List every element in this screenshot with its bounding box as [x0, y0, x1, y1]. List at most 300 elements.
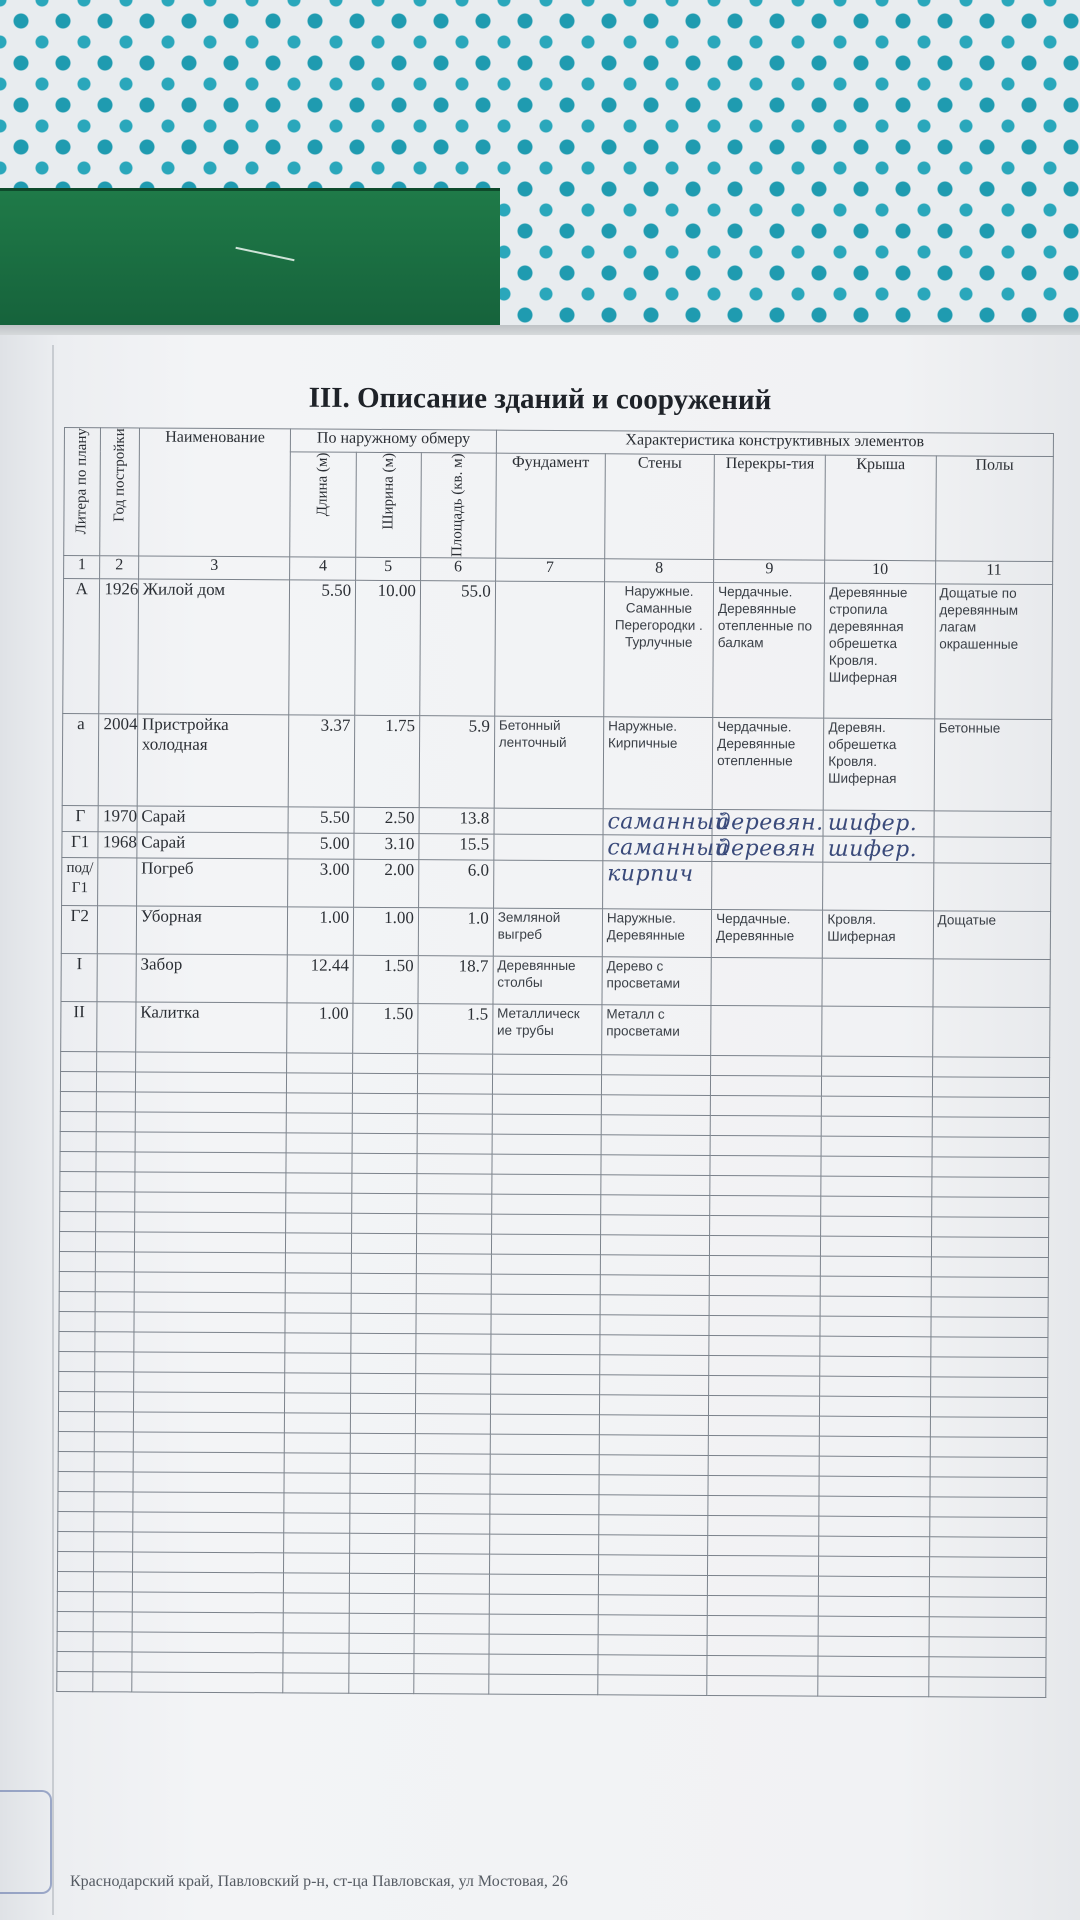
empty-cell: [820, 1356, 930, 1377]
cell-width: 1.75: [354, 715, 419, 807]
cell-name: Калитка: [135, 1002, 287, 1053]
empty-cell: [94, 1571, 133, 1591]
empty-cell: [491, 1334, 600, 1355]
empty-cell: [930, 1416, 1048, 1437]
empty-cell: [822, 1096, 932, 1117]
empty-cell: [600, 1374, 709, 1395]
cell-width: 3.10: [354, 833, 419, 859]
empty-cell: [96, 1151, 135, 1171]
cell-foundation: [494, 581, 604, 717]
empty-cell: [95, 1431, 134, 1451]
empty-cell: [929, 1516, 1047, 1537]
empty-cell: [416, 1253, 491, 1273]
empty-cell: [928, 1656, 1046, 1677]
empty-cell: [600, 1274, 709, 1295]
empty-cell: [414, 1573, 489, 1593]
empty-cell: [134, 1232, 286, 1253]
cell-width: 2.50: [354, 807, 419, 833]
page-fold: [52, 345, 54, 1915]
column-number: 9: [714, 559, 825, 583]
empty-cell: [57, 1571, 94, 1591]
cell-walls: Наружные. Кирпичные: [603, 716, 713, 809]
cell-walls-handwritten: саманный: [603, 808, 712, 835]
empty-cell: [929, 1556, 1047, 1577]
cell-area: 13.8: [419, 807, 494, 833]
empty-cell: [135, 1112, 287, 1133]
cell-walls-handwritten: саманный: [603, 834, 712, 861]
empty-cell: [708, 1435, 819, 1456]
empty-cell: [59, 1351, 96, 1371]
empty-cell: [93, 1671, 132, 1691]
empty-cell: [710, 1115, 821, 1136]
empty-cell: [818, 1616, 928, 1637]
empty-cell: [708, 1455, 819, 1476]
empty-cell: [710, 1155, 821, 1176]
cell-length: 5.50: [289, 579, 356, 714]
empty-cell: [353, 1053, 418, 1073]
empty-cell: [930, 1396, 1048, 1417]
empty-cell: [820, 1316, 930, 1337]
empty-cell: [351, 1393, 416, 1413]
empty-cell: [93, 1651, 132, 1671]
empty-cell: [94, 1551, 133, 1571]
empty-cell: [60, 1131, 97, 1151]
empty-cell: [285, 1332, 351, 1352]
empty-cell: [414, 1553, 489, 1573]
cell-name: Погреб: [136, 858, 288, 907]
empty-cell: [351, 1353, 416, 1373]
empty-cell: [710, 1195, 821, 1216]
empty-cell: [134, 1312, 286, 1333]
empty-cell: [489, 1634, 598, 1655]
header-litera-label: Литера по плану: [73, 428, 91, 535]
cell-walls: Дерево с просветами: [602, 956, 711, 1005]
empty-cell: [822, 1076, 932, 1097]
empty-cell: [351, 1333, 416, 1353]
empty-cell: [287, 1052, 353, 1072]
empty-cell: [96, 1211, 135, 1231]
cell-ceilings-handwritten: деревян.: [712, 809, 823, 836]
empty-cell: [489, 1654, 598, 1675]
empty-cell: [95, 1351, 134, 1371]
empty-cell: [707, 1655, 818, 1676]
empty-cell: [284, 1632, 350, 1652]
cell-roof: Деревянные стропила деревянная обрешетка Кровля. Шиферная: [824, 583, 935, 719]
empty-cell: [286, 1272, 352, 1292]
empty-cell: [711, 1075, 822, 1096]
cell-roof: [822, 958, 933, 1007]
empty-cell: [135, 1092, 287, 1113]
empty-cell: [351, 1373, 416, 1393]
empty-cell: [932, 1056, 1050, 1077]
empty-cell: [489, 1514, 598, 1535]
empty-cell: [490, 1414, 599, 1435]
table-row: [62, 857, 1051, 911]
empty-cell: [285, 1412, 351, 1432]
empty-cell: [93, 1631, 132, 1651]
empty-cell: [59, 1371, 96, 1391]
cell-length: 1.00: [287, 1002, 353, 1052]
empty-cell: [491, 1234, 600, 1255]
empty-cell: [416, 1353, 491, 1373]
empty-cell: [60, 1171, 97, 1191]
empty-cell: [931, 1276, 1049, 1297]
empty-cell: [820, 1436, 930, 1457]
header-walls: Стены: [605, 454, 715, 559]
cell-foundation: [493, 860, 602, 909]
header-width-label: Ширина (м): [379, 452, 397, 530]
empty-cell: [490, 1394, 599, 1415]
cell-year: 1970: [98, 805, 137, 831]
cell-foundation: Деревянные столбы: [493, 956, 602, 1005]
empty-cell: [710, 1095, 821, 1116]
empty-cell: [284, 1612, 350, 1632]
empty-cell: [930, 1336, 1048, 1357]
empty-cell: [133, 1512, 285, 1533]
cell-year: 2004: [99, 713, 138, 805]
empty-cell: [598, 1594, 707, 1615]
empty-cell: [818, 1636, 928, 1657]
empty-cell: [284, 1532, 350, 1552]
empty-cell: [708, 1535, 819, 1556]
empty-cell: [132, 1632, 284, 1653]
empty-cell: [134, 1332, 286, 1353]
header-length-label: Длина (м): [314, 452, 332, 517]
empty-cell: [351, 1413, 416, 1433]
empty-cell: [284, 1512, 350, 1532]
cell-floors: Дощатые: [933, 910, 1051, 959]
empty-cell: [285, 1312, 351, 1332]
empty-cell: [489, 1534, 598, 1555]
cell-ceilings: [711, 1005, 823, 1056]
empty-cell: [417, 1073, 492, 1093]
empty-cell: [929, 1536, 1047, 1557]
empty-cell: [94, 1531, 133, 1551]
empty-cell: [57, 1611, 94, 1631]
empty-cell: [133, 1372, 285, 1393]
empty-cell: [285, 1452, 351, 1472]
empty-cell: [601, 1074, 710, 1095]
empty-cell: [287, 1072, 353, 1092]
empty-cell: [134, 1292, 286, 1313]
empty-cell: [135, 1132, 287, 1153]
empty-cell: [97, 1051, 136, 1071]
empty-cell: [352, 1113, 417, 1133]
empty-cell: [818, 1676, 928, 1697]
empty-cell: [929, 1616, 1047, 1637]
cell-floors: [932, 1006, 1050, 1057]
empty-cell: [286, 1232, 352, 1252]
empty-cell: [598, 1654, 707, 1675]
empty-cell: [931, 1176, 1049, 1197]
empty-cell: [601, 1134, 710, 1155]
cell-foundation: [494, 834, 603, 861]
empty-cell: [492, 1134, 601, 1155]
empty-rows: [57, 1051, 1050, 1697]
empty-cell: [95, 1411, 134, 1431]
empty-cell: [135, 1072, 287, 1093]
empty-cell: [601, 1174, 710, 1195]
empty-cell: [415, 1393, 490, 1413]
empty-cell: [94, 1611, 133, 1631]
empty-cell: [417, 1173, 492, 1193]
empty-cell: [600, 1334, 709, 1355]
empty-cell: [351, 1273, 416, 1293]
cell-year: [97, 953, 136, 1001]
cell-litera: а: [62, 713, 99, 805]
empty-cell: [285, 1432, 351, 1452]
empty-cell: [929, 1496, 1047, 1517]
empty-cell: [96, 1271, 135, 1291]
empty-cell: [491, 1314, 600, 1335]
empty-cell: [416, 1313, 491, 1333]
empty-cell: [710, 1235, 821, 1256]
empty-cell: [96, 1131, 135, 1151]
cell-foundation: [494, 808, 603, 835]
cell-name: Жилой дом: [138, 579, 290, 715]
cell-ceilings: [712, 861, 824, 910]
empty-cell: [601, 1114, 710, 1135]
empty-cell: [287, 1092, 353, 1112]
cell-walls: Металл с просветами: [602, 1004, 712, 1055]
cell-area: 15.5: [419, 833, 494, 859]
empty-cell: [352, 1193, 417, 1213]
empty-cell: [133, 1392, 285, 1413]
cell-floors: [933, 836, 1051, 863]
cell-name: Сарай: [137, 806, 289, 833]
empty-cell: [94, 1491, 133, 1511]
empty-cell: [417, 1093, 492, 1113]
empty-cell: [283, 1652, 349, 1672]
empty-cell: [709, 1315, 820, 1336]
header-year-label: Год постройки: [111, 428, 128, 522]
table-row: [62, 713, 1052, 811]
cell-walls-handwritten: кирпич: [602, 860, 711, 909]
column-number: 10: [825, 560, 935, 584]
cell-roof: Кровля. Шиферная: [823, 910, 934, 959]
cell-year: [98, 857, 137, 905]
empty-cell: [491, 1294, 600, 1315]
empty-cell: [492, 1054, 601, 1075]
empty-cell: [819, 1516, 929, 1537]
cell-litera: Г2: [61, 905, 98, 953]
cell-litera: II: [61, 1001, 98, 1051]
cell-name: Пристройка холодная: [137, 714, 289, 807]
empty-cell: [286, 1152, 352, 1172]
empty-cell: [708, 1415, 819, 1436]
empty-cell: [930, 1376, 1048, 1397]
empty-cell: [416, 1293, 491, 1313]
empty-cell: [96, 1171, 135, 1191]
empty-cell: [350, 1513, 415, 1533]
empty-cell: [931, 1196, 1049, 1217]
empty-cell: [134, 1212, 286, 1233]
empty-cell: [415, 1493, 490, 1513]
empty-cell: [350, 1453, 415, 1473]
cell-area: 55.0: [420, 580, 496, 715]
empty-cell: [931, 1236, 1049, 1257]
empty-cell: [415, 1433, 490, 1453]
empty-cell: [599, 1474, 708, 1495]
empty-cell: [59, 1251, 96, 1271]
empty-cell: [488, 1674, 597, 1695]
empty-cell: [95, 1331, 134, 1351]
header-year: [100, 428, 139, 556]
cell-foundation: Бетонный ленточный: [494, 716, 604, 809]
empty-cell: [821, 1216, 931, 1237]
table-row: [61, 1001, 1050, 1057]
empty-cell: [352, 1153, 417, 1173]
empty-cell: [58, 1551, 95, 1571]
empty-cell: [95, 1311, 134, 1331]
cell-length: 3.37: [289, 714, 355, 806]
empty-cell: [135, 1052, 287, 1073]
empty-cell: [492, 1114, 601, 1135]
empty-cell: [60, 1211, 97, 1231]
empty-cell: [57, 1631, 94, 1651]
empty-cell: [284, 1592, 350, 1612]
empty-cell: [286, 1212, 352, 1232]
empty-cell: [58, 1491, 95, 1511]
column-number: 7: [495, 558, 604, 582]
cell-floors: [933, 958, 1051, 1007]
empty-cell: [132, 1672, 284, 1693]
cell-ceilings: Чердачные. Деревянные отепленные: [712, 717, 824, 810]
empty-cell: [350, 1553, 415, 1573]
empty-cell: [492, 1154, 601, 1175]
empty-cell: [598, 1614, 707, 1635]
cell-year: [98, 905, 137, 953]
empty-cell: [709, 1375, 820, 1396]
cell-roof-handwritten: шифер.: [823, 810, 933, 837]
green-folder: [0, 188, 500, 341]
cell-area: 18.7: [418, 955, 493, 1003]
cell-floors: Дощатые по деревянным лагам окрашенные: [934, 583, 1052, 719]
empty-cell: [58, 1431, 95, 1451]
empty-cell: [601, 1054, 710, 1075]
empty-cell: [492, 1074, 601, 1095]
empty-cell: [491, 1254, 600, 1275]
empty-cell: [598, 1574, 707, 1595]
empty-cell: [599, 1494, 708, 1515]
empty-cell: [60, 1071, 97, 1091]
empty-cell: [931, 1296, 1049, 1317]
empty-cell: [60, 1151, 97, 1171]
empty-cell: [821, 1196, 931, 1217]
empty-cell: [415, 1533, 490, 1553]
empty-cell: [490, 1374, 599, 1395]
empty-cell: [932, 1116, 1050, 1137]
empty-cell: [417, 1153, 492, 1173]
empty-cell: [489, 1614, 598, 1635]
cell-ceilings: Чердачные. Деревянные отепленные по балкам: [713, 582, 825, 718]
column-number: 4: [290, 556, 356, 579]
cell-ceilings: [711, 957, 823, 1006]
cell-litera: А: [63, 578, 100, 713]
column-number: 3: [138, 556, 290, 580]
cell-length: 5.50: [289, 806, 355, 832]
empty-cell: [709, 1255, 820, 1276]
empty-cell: [59, 1311, 96, 1331]
empty-cell: [349, 1613, 414, 1633]
empty-cell: [491, 1214, 600, 1235]
empty-cell: [95, 1291, 134, 1311]
empty-cell: [285, 1372, 351, 1392]
empty-cell: [134, 1272, 286, 1293]
empty-cell: [133, 1492, 285, 1513]
cell-roof-handwritten: шифер.: [823, 836, 933, 863]
header-area: [421, 453, 496, 558]
empty-cell: [820, 1376, 930, 1397]
empty-cell: [58, 1391, 95, 1411]
empty-cell: [286, 1192, 352, 1212]
empty-cell: [932, 1096, 1050, 1117]
column-number: 11: [935, 560, 1053, 584]
empty-cell: [491, 1274, 600, 1295]
empty-cell: [599, 1394, 708, 1415]
empty-cell: [58, 1471, 95, 1491]
header-length: [290, 452, 356, 557]
empty-cell: [350, 1473, 415, 1493]
empty-cell: [134, 1252, 286, 1273]
empty-cell: [930, 1476, 1048, 1497]
empty-cell: [284, 1492, 350, 1512]
empty-cell: [599, 1534, 708, 1555]
empty-cell: [95, 1391, 134, 1411]
empty-cell: [601, 1194, 710, 1215]
empty-cell: [601, 1154, 710, 1175]
header-width: [356, 452, 421, 557]
empty-cell: [416, 1233, 491, 1253]
empty-cell: [819, 1456, 929, 1477]
empty-cell: [349, 1653, 414, 1673]
empty-cell: [415, 1513, 490, 1533]
empty-cell: [600, 1214, 709, 1235]
empty-cell: [820, 1336, 930, 1357]
empty-cell: [416, 1273, 491, 1293]
empty-cell: [929, 1636, 1047, 1657]
header-litera: [64, 428, 101, 556]
empty-cell: [134, 1352, 286, 1373]
empty-cell: [94, 1591, 133, 1611]
empty-cell: [58, 1451, 95, 1471]
header-characteristics-group: Характеристика конструктивных элементов: [496, 430, 1053, 456]
empty-cell: [598, 1674, 707, 1695]
empty-cell: [819, 1476, 929, 1497]
cell-floors: [934, 810, 1052, 837]
empty-cell: [708, 1475, 819, 1496]
empty-cell: [489, 1574, 598, 1595]
empty-cell: [491, 1194, 600, 1215]
empty-cell: [929, 1576, 1047, 1597]
empty-cell: [819, 1596, 929, 1617]
empty-cell: [932, 1156, 1050, 1177]
header-floors: Полы: [935, 456, 1053, 561]
empty-cell: [821, 1176, 931, 1197]
empty-cell: [133, 1412, 285, 1433]
empty-cell: [349, 1673, 414, 1693]
empty-cell: [132, 1612, 284, 1633]
cell-floors: Бетонные: [934, 718, 1052, 811]
empty-cell: [60, 1111, 97, 1131]
empty-cell: [352, 1213, 417, 1233]
empty-cell: [599, 1454, 708, 1475]
cell-area: 1.5: [418, 1003, 493, 1053]
empty-cell: [415, 1413, 490, 1433]
empty-cell: [133, 1472, 285, 1493]
header-ceilings: Перекры-тия: [714, 454, 826, 559]
column-number: 5: [356, 557, 421, 580]
